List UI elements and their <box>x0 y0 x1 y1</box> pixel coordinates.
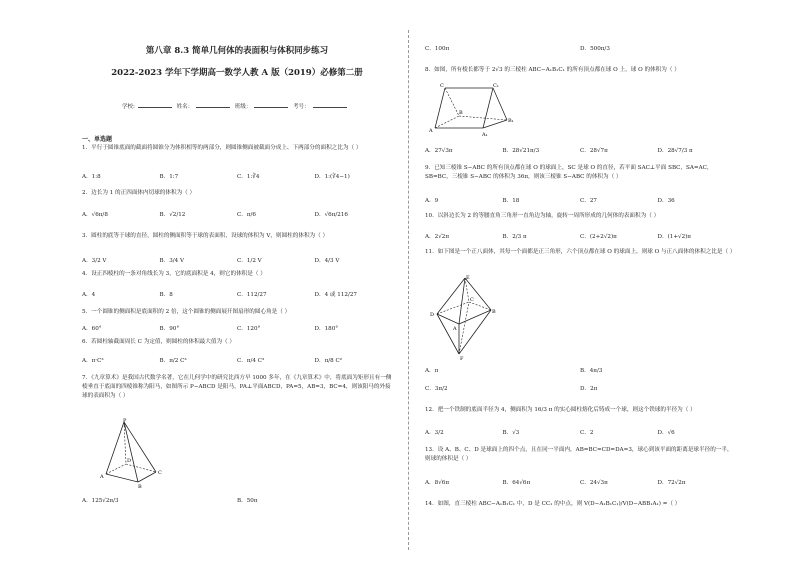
class-label: 班级： <box>234 104 252 110</box>
prism-figure <box>429 80 519 140</box>
octahedron-figure <box>429 274 499 360</box>
option: D．72√2π <box>657 480 686 486</box>
option: C．112/27 <box>237 292 267 298</box>
question-7-options-cont <box>425 44 735 52</box>
question-11: 11．如下图是一个正八面体，其每一个面都是正三角形，六个顶点都在球 O 的球面上，则球 O 与正八面体的体积之比是（ ） <box>425 249 736 255</box>
option: A．4 <box>82 292 96 298</box>
number-blank <box>313 107 347 108</box>
option: B．64√6π <box>502 480 531 486</box>
label-c: C <box>470 297 474 303</box>
option: A．π <box>425 368 439 374</box>
option: A．9 <box>425 198 439 204</box>
question-13-options <box>425 478 735 486</box>
class-blank <box>254 107 288 108</box>
option: B．2/3 π <box>502 234 527 240</box>
option: B．1:7 <box>159 174 179 180</box>
label-e: E <box>466 275 470 281</box>
option: D．√6π/216 <box>314 212 348 218</box>
option: D．4/3 V <box>314 258 340 264</box>
pyramid-figure <box>96 418 166 488</box>
label-c1: C₁ <box>493 83 499 89</box>
question-4-options <box>82 290 392 298</box>
question-5-options <box>82 324 392 332</box>
option: C．π/6 <box>237 212 256 218</box>
label-d: D <box>430 312 435 318</box>
name-blank <box>196 107 230 108</box>
label-c: C <box>158 470 162 476</box>
option: A．π·C³ <box>82 358 104 364</box>
label-f: F <box>460 356 464 360</box>
page-title: 第八章 8.3 简单几何体的表面积与体积同步练习 <box>145 46 329 56</box>
question-2: 2．边长为 1 的正四面体内切球的体积为（ ） <box>82 190 196 196</box>
option: D．180° <box>314 326 339 332</box>
option: B．8 <box>159 292 173 298</box>
option: A．125√2π/3 <box>82 498 119 504</box>
option: C．100π <box>425 46 450 52</box>
question-5: 5．一个圆锥的侧面积是底面积的 2 倍，这个圆锥的侧面展开图扇形的圆心角是（ ） <box>82 309 291 315</box>
question-11-options-row2 <box>425 384 735 392</box>
option: B．4π/3 <box>580 368 603 374</box>
option: D．1:(∛4−1) <box>314 174 350 180</box>
option: A．8√6π <box>425 480 449 486</box>
option: A．3/2 V <box>82 258 107 264</box>
label-p: P <box>123 418 127 424</box>
option: B．π/2 C³ <box>159 358 187 364</box>
option: D．π/8 C² <box>314 358 342 364</box>
option: A．3/2 <box>425 430 444 436</box>
page-subtitle: 2022-2023 学年下学期高一数学人教 A 版（2019）必修第二册 <box>111 68 363 78</box>
option: D．500π/3 <box>580 46 610 52</box>
option: B．18 <box>502 198 520 204</box>
label-b1: B₁ <box>508 118 514 124</box>
school-label: 学校: <box>122 104 135 110</box>
question-8: 8．如图，所有棱长都等于 2√3 的三棱柱 ABC−A₁B₁C₁ 的所有顶点都在球 O 上，球 O 的体积为（ ） <box>425 67 680 73</box>
option: C．1/2 V <box>237 258 262 264</box>
label-a: A <box>429 128 433 134</box>
option: C．2 <box>580 430 594 436</box>
option: C．(2+2√2)π <box>580 234 617 240</box>
question-1-options <box>82 172 392 180</box>
label-b: B <box>138 484 142 488</box>
option: A．√6π/8 <box>82 212 108 218</box>
option: A．60° <box>82 326 102 332</box>
label-a: A <box>100 474 104 480</box>
label-b: B <box>492 309 496 315</box>
question-3-options <box>82 256 392 264</box>
school-blank <box>138 107 172 108</box>
question-10-options <box>425 232 735 240</box>
option: B．3/4 V <box>159 258 185 264</box>
option: C．27 <box>580 198 597 204</box>
question-14: 14．如图，直三棱柱 ABC−A₁B₁C₁ 中，D 是 CC₁ 的中点，则 V(D−A₁B₁C₁)/V(D−ABB₁A₁) =（ ） <box>425 501 681 507</box>
option: B．28√21π/3 <box>502 148 540 154</box>
number-label: 考号： <box>293 104 310 110</box>
column-divider <box>408 30 409 550</box>
option: C．3π/2 <box>425 386 448 392</box>
label-c: C <box>440 83 444 89</box>
option: A．2√2π <box>425 234 449 240</box>
question-2-options <box>82 210 392 218</box>
question-7: 7．《九章算术》是我国古代数学名著，它在几何学中的研究比西方早 1000 多年，在《九章算术》中，将底面为矩形且有一侧棱垂直于底面的四棱锥称为阳马，如图所示 P−ABCD 是阳马，PA⊥平面ABCD，PA=5，AB=3，BC=4，则该阳马的外接球的表面积为（ ） <box>82 375 392 399</box>
option: D．2π <box>580 386 598 392</box>
option: D．√6 <box>657 430 675 436</box>
option: D．(1+√2)π <box>657 234 691 240</box>
label-d: D <box>127 458 132 464</box>
question-11-options-row1 <box>425 366 735 374</box>
question-12-options <box>425 428 735 436</box>
option: B．90° <box>159 326 180 332</box>
option: C．28√7π <box>580 148 608 154</box>
question-6-options <box>82 356 392 364</box>
question-4: 4．设正四棱柱的一条对角线长为 3，它的底面积是 4，则它的体积是（ ） <box>82 271 266 277</box>
option: C．1:∛4 <box>237 174 260 180</box>
option: D．36 <box>657 198 675 204</box>
option: C．π/4 C³ <box>237 358 265 364</box>
question-3: 3．圆柱的底等于球的直径，圆柱的侧面积等于球的表面积，设球的体积为 V，则圆柱的体积为（ ） <box>82 233 329 239</box>
label-a: A <box>453 326 457 332</box>
option: D．4 或 112/27 <box>314 292 357 298</box>
option: A．1:8 <box>82 174 101 180</box>
name-label: 姓名： <box>176 104 194 110</box>
option: A．27√3π <box>425 148 453 154</box>
question-9-options <box>425 196 735 204</box>
question-13: 13．设 A、B、C、D 是球面上的四个点，且在同一平面内，AB=BC=CD=DA=3，球心到该平面的距离是球半径的一半，则球的体积是（ ） <box>425 447 733 462</box>
option: B．50π <box>237 498 258 504</box>
question-7-options <box>82 496 392 504</box>
student-info <box>122 102 350 110</box>
question-1: 1．平行于圆锥底面的截面将圆锥分为体积相等的两部分，则圆锥侧面被截面分成上、下两部分的面积之比为（ ） <box>82 145 362 151</box>
option: B．√2/12 <box>159 212 186 218</box>
question-9: 9．已知三棱锥 S−ABC 的所有顶点都在球 O 的球面上，SC 是球 O 的直径，若平面 SAC⊥平面 SBC，SA=AC，SB=BC，三棱锥 S−ABC 的体积为 36π，则该三棱锥 S−ABC 的体积为（ ） <box>425 165 713 180</box>
question-8-options <box>425 146 735 154</box>
section-heading: 一、单选题 <box>82 136 113 143</box>
question-12: 12．把一个铁制的底面半径为 4，侧面积为 16/3 π 的实心圆柱熔化后铸成一个球，则这个铁球的半径为（ ） <box>425 407 696 413</box>
option: B．√3 <box>502 430 520 436</box>
label-b: B <box>459 110 463 116</box>
option: D．28√7/3 π <box>657 148 693 154</box>
option: C．24√3π <box>580 480 608 486</box>
option: C．120° <box>237 326 261 332</box>
question-10: 10．以斜边长为 2 的等腰直角三角形一直角边为轴，旋转一周所形成的几何体的表面积为（ ） <box>425 213 660 219</box>
label-a1: A₁ <box>482 132 488 138</box>
question-6: 6．若圆柱轴截面周长 C 为定值，则圆柱的体积最大值为（ ） <box>82 339 236 345</box>
